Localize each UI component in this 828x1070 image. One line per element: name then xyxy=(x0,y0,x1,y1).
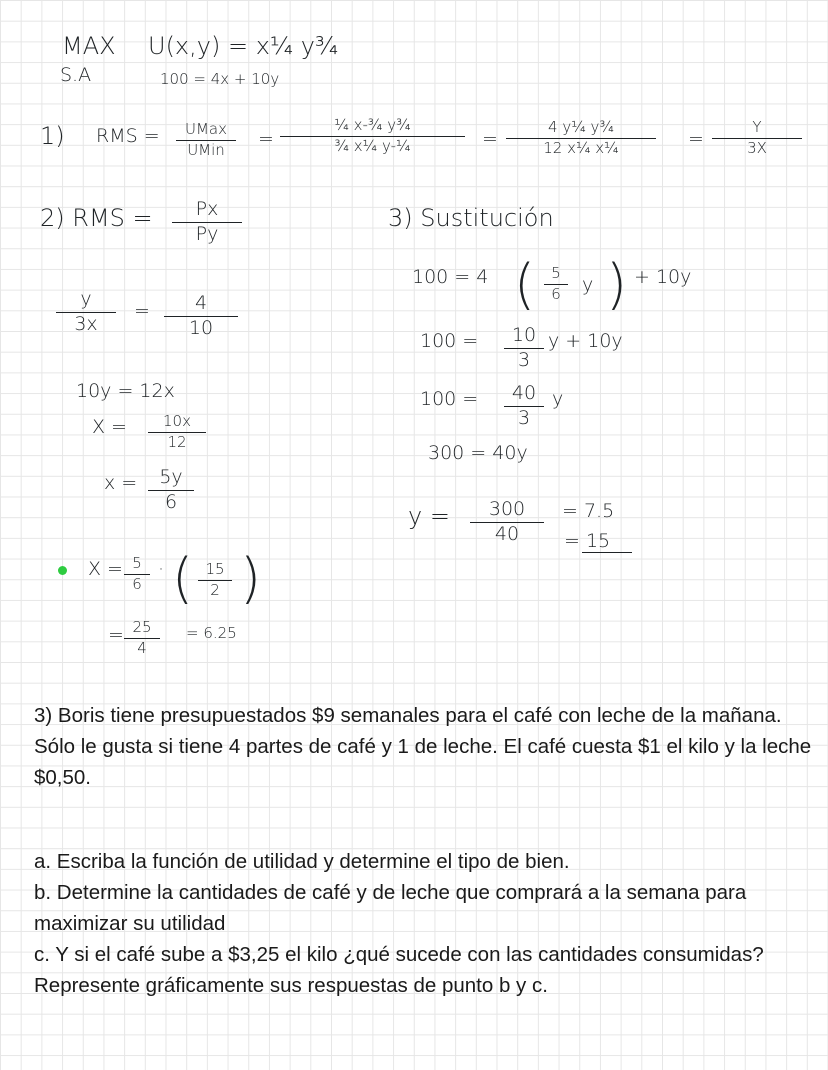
lhs-denominator: 3x xyxy=(74,312,98,335)
x-value-fraction2 xyxy=(198,562,232,599)
result-fraction xyxy=(124,620,160,657)
sub-line4: 300 = 40y xyxy=(428,442,528,464)
sub-line2-lhs: 100 = xyxy=(420,330,479,352)
simplified-fraction xyxy=(506,120,656,157)
sub-line3-fraction xyxy=(504,384,544,429)
subject-to-label: S.A xyxy=(60,64,92,86)
equality-lhs-fraction xyxy=(56,290,116,335)
item-a: a. Escriba la función de utilidad y determine el tipo de bien. xyxy=(34,850,570,873)
sub-close-paren: ) xyxy=(606,253,628,316)
item-b-cont: maximizar su utilidad xyxy=(34,912,226,935)
sub-open-paren: ( xyxy=(514,253,536,316)
x-value-lhs: X = xyxy=(88,558,123,580)
sub-line2-num: 10 xyxy=(511,324,537,346)
y-result-underline xyxy=(582,552,632,553)
result-denominator: 4 xyxy=(137,638,147,657)
rms-result-fraction xyxy=(712,120,802,157)
sub-line2-fraction xyxy=(504,326,544,371)
problem-items xyxy=(34,846,804,1001)
problem-line-1: 3) Boris tiene presupuestados $9 semanales para el café con leche de la mañana. xyxy=(34,704,782,727)
item-c: c. Y si el café sube a $3,25 el kilo ¿qué sucede con las cantidades consumidas? xyxy=(34,943,764,966)
result-numerator: 25 xyxy=(132,618,152,636)
step1-number: 1) xyxy=(40,122,65,150)
cross-multiply: 10y = 12x xyxy=(76,380,175,402)
sub-line1-fraction xyxy=(544,266,568,303)
x-value-num2: 15 xyxy=(205,560,225,578)
marginal-utility-fraction xyxy=(280,118,465,155)
step1-eq2: = xyxy=(482,128,498,150)
y-result-fraction-text: = 15 xyxy=(564,530,611,552)
f3-denominator: 12 x¼ x¼ xyxy=(543,138,619,157)
x-value-num1: 5 xyxy=(132,554,142,572)
f4-denominator: 3X xyxy=(747,138,767,157)
rhs-denominator: 10 xyxy=(188,316,214,339)
sub-line1-rhs: + 10y xyxy=(634,266,692,288)
f1-numerator: UMax xyxy=(185,120,227,138)
lhs-numerator: y xyxy=(80,288,92,310)
sub-line1-lhs: 100 = 4 xyxy=(412,266,489,288)
green-bullet-icon xyxy=(58,566,67,575)
step1-rms: RMS = xyxy=(96,125,160,147)
f1-denominator: UMin xyxy=(187,140,225,159)
y-solve-fraction xyxy=(470,500,544,545)
y-solve-den: 40 xyxy=(494,522,520,545)
y-solve-lhs: y = xyxy=(408,502,450,530)
step1-eq1: = xyxy=(258,128,274,150)
f4-numerator: Y xyxy=(752,118,762,136)
utility-function: U(x,y) = x¼ y¾ xyxy=(148,32,339,60)
problem-line-2: Sólo le gusta si tiene 4 partes de café y 1 de leche. El café cuesta $1 el kilo y la leche xyxy=(34,735,812,758)
solve-x-denominator: 12 xyxy=(167,432,187,451)
sub-line3-rhs: y xyxy=(552,388,564,410)
x-simplified-lhs: x = xyxy=(104,472,138,494)
sub-line2-rhs: y + 10y xyxy=(548,330,623,352)
sub-line3-num: 40 xyxy=(511,382,537,404)
max-label: MAX xyxy=(62,32,116,60)
y-result-decimal: = 7.5 xyxy=(562,500,615,522)
x-simplified-numerator: 5y xyxy=(159,466,183,488)
close-paren: ) xyxy=(240,547,262,610)
solve-x-lhs: X = xyxy=(92,416,127,438)
sub-line1-den: 6 xyxy=(551,284,561,303)
f2-numerator: ¼ x-¾ y¾ xyxy=(334,116,411,134)
problem-line-3: $0,50. xyxy=(34,766,91,789)
item-b: b. Determine la cantidades de café y de leche que comprará a la semana para xyxy=(34,881,747,904)
equality-rhs-fraction xyxy=(164,294,238,339)
umax-umin-fraction xyxy=(176,122,236,159)
step3-title: 3) Sustitución xyxy=(388,204,554,232)
py-denominator: Py xyxy=(195,222,219,245)
sub-line3-den: 3 xyxy=(517,406,531,429)
sub-line2-den: 3 xyxy=(517,348,531,371)
f2-denominator: ¾ x¼ y-¼ xyxy=(334,136,411,155)
price-ratio-fraction xyxy=(172,200,242,245)
px-numerator: Px xyxy=(195,198,219,220)
x-value-fraction1 xyxy=(124,556,150,593)
x-value-den2: 2 xyxy=(210,580,220,599)
step2-title: 2) RMS = xyxy=(40,204,153,232)
step1-eq3: = xyxy=(688,128,704,150)
solve-x-fraction xyxy=(148,414,206,451)
x-simplified-denominator: 6 xyxy=(164,490,178,513)
result-eq: = xyxy=(108,624,124,646)
x-simplified-fraction xyxy=(148,468,194,513)
sub-line1-num: 5 xyxy=(551,264,561,282)
budget-constraint: 100 = 4x + 10y xyxy=(160,70,280,88)
open-paren: ( xyxy=(172,547,194,610)
result-decimal: = 6.25 xyxy=(186,624,237,642)
equality-sign: = xyxy=(134,300,150,322)
solve-x-numerator: 10x xyxy=(163,412,191,430)
y-solve-num: 300 xyxy=(488,498,526,520)
sub-line3-lhs: 100 = xyxy=(420,388,479,410)
rhs-numerator: 4 xyxy=(194,292,208,314)
problem-statement xyxy=(34,700,812,793)
x-value-den1: 6 xyxy=(132,574,142,593)
multiply-dot: · xyxy=(158,558,165,580)
sub-line1-y: y xyxy=(582,274,594,296)
item-c-cont: Represente gráficamente sus respuestas de punto b y c. xyxy=(34,974,548,997)
f3-numerator: 4 y¼ y¾ xyxy=(548,118,614,136)
